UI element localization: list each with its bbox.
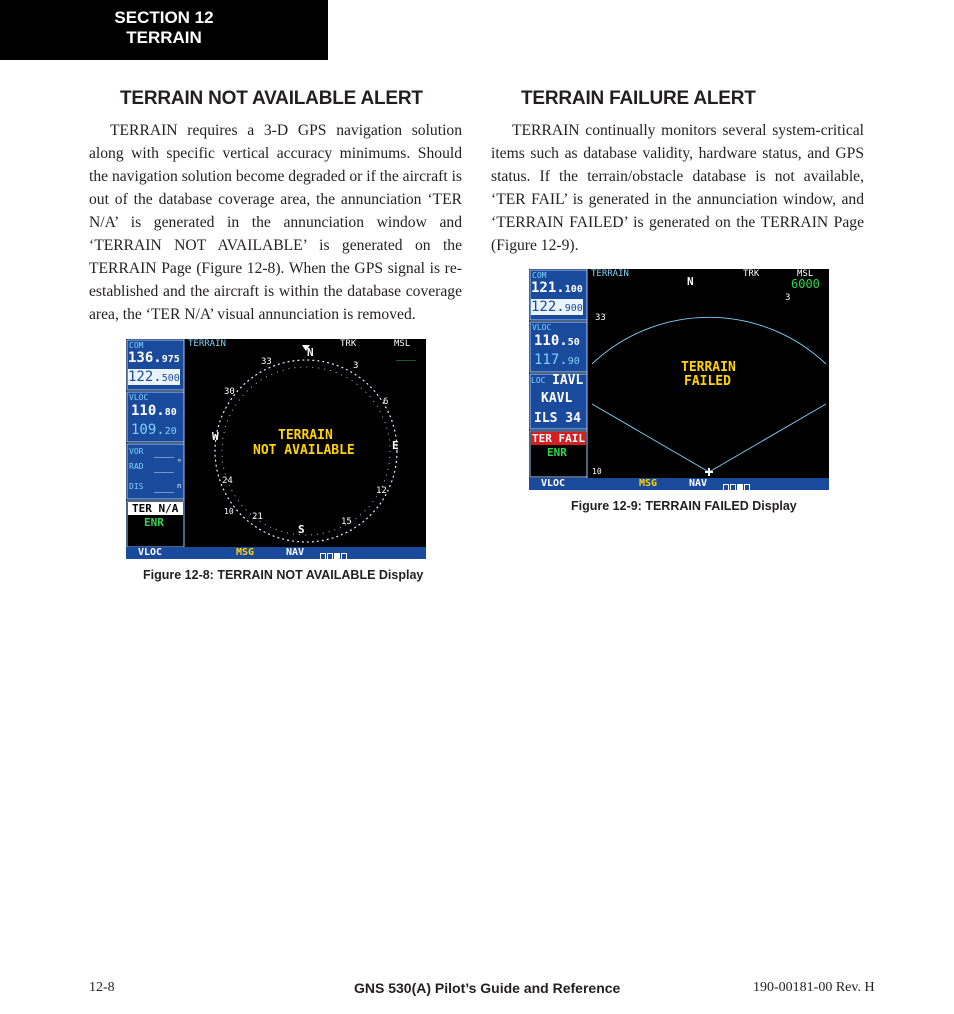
figure-terrain-failed — [529, 269, 829, 490]
failed-text: FAILED — [684, 374, 731, 389]
ter-na-annunciation: TER N/A — [132, 502, 179, 515]
loc-label: LOC — [531, 376, 546, 385]
heading-not-available: TERRAIN NOT AVAILABLE ALERT — [120, 88, 423, 109]
bar-vloc: VLOC — [541, 478, 566, 489]
section-tab — [0, 0, 328, 60]
section-number: SECTION 12 — [114, 8, 214, 27]
bar-nav: NAV — [689, 478, 708, 489]
section-title: TERRAIN — [126, 28, 202, 47]
terrain-text: TERRAIN — [681, 360, 736, 375]
compass-e: E — [392, 439, 399, 452]
compass-3: 3 — [785, 293, 791, 303]
bottom-bar — [126, 547, 426, 559]
compass-30: 30 — [224, 387, 235, 397]
loc-runway: ILS 34 — [534, 411, 581, 426]
msl-value: 6000 — [791, 277, 820, 291]
doc-number: 190-00181-00 Rev. H — [753, 980, 875, 995]
com-active: 136.975 — [128, 350, 180, 366]
dis-label: DIS — [129, 482, 144, 491]
caption-figure-12-8: Figure 12-8: TERRAIN NOT AVAILABLE Display — [143, 568, 424, 582]
compass-21: 21 — [252, 512, 263, 522]
rad-deg: ° — [177, 458, 182, 467]
page-title: TERRAIN — [188, 339, 226, 349]
bar-vloc: VLOC — [138, 547, 163, 558]
com-standby: 122.500 — [128, 369, 180, 385]
page-title: TERRAIN — [591, 269, 629, 279]
signal-bars-icon — [723, 480, 755, 488]
paragraph-failure: TERRAIN continually monitors several system-critical items such as database validity, hardware status, and GPS status. If the terrain/obstacle database is not available, ‘TER FAIL’ is generated in the annunciation window, and ‘TERRAIN FAILED’ is generated on the TERRAIN Page (Figure 12-9). — [491, 122, 864, 254]
bar-msg: MSG — [639, 478, 658, 489]
ter-fail-annunciation: TER FAIL — [532, 432, 585, 445]
msl-label: MSL — [797, 269, 814, 279]
com-label: COM — [129, 341, 144, 350]
compass-33: 33 — [595, 313, 606, 323]
aircraft-icon — [705, 468, 713, 476]
dis-dashes: ___ — [154, 480, 174, 493]
vloc-label: VLOC — [129, 393, 149, 402]
figure-terrain-not-available — [126, 339, 426, 559]
msl-label: MSL — [394, 339, 411, 349]
compass-n: N — [307, 346, 314, 359]
compass-n: N — [687, 275, 694, 288]
compass-33: 33 — [261, 357, 272, 367]
compass-15: 15 — [341, 517, 352, 527]
loc-ident: IAVL — [552, 373, 584, 388]
vor-dashes: ___ — [154, 445, 174, 458]
bar-nav: NAV — [286, 547, 305, 558]
vloc-label: VLOC — [532, 323, 552, 332]
compass-12: 12 — [376, 486, 387, 496]
compass-s: S — [298, 523, 305, 536]
bottom-bar — [529, 478, 829, 490]
bar-msg: MSG — [236, 547, 255, 558]
range-label: 10 — [224, 507, 234, 516]
compass-w: W — [212, 430, 219, 443]
enr-annunciation: ENR — [547, 446, 567, 459]
enr-annunciation: ENR — [144, 516, 164, 529]
footer-title: GNS 530(A) Pilot’s Guide and Reference — [354, 980, 621, 996]
cone-left — [592, 404, 709, 472]
loc-name: KAVL — [541, 391, 573, 406]
range-label: 10 — [592, 467, 602, 476]
vloc-standby: 109.20 — [131, 422, 177, 438]
com-label: COM — [532, 271, 547, 280]
paragraph-not-available: TERRAIN requires a 3-D GPS navigation solution along with specific vertical accuracy minimums. Should the navigation solution become degraded or if the aircraft is out of the database coverage area, the annunciation ‘TER N/A’ is generated in the annunciation window and ‘TERRAIN NOT AVAILABLE’ is generated on the TERRAIN Page (Figure 12-8). When the GPS signal is re-established and the aircraft is within the database coverage area, the ‘TER N/A’ visual annunciation is removed. — [89, 122, 462, 323]
trk-label: TRK — [743, 269, 760, 279]
compass-6: 6 — [383, 397, 389, 407]
cone-right — [709, 404, 826, 472]
compass-3: 3 — [353, 361, 359, 371]
com-standby: 122.900 — [531, 299, 583, 315]
rad-label: RAD — [129, 462, 144, 471]
com-active: 121.100 — [531, 280, 583, 296]
signal-bars-icon — [320, 549, 352, 557]
vloc-active: 110.50 — [534, 333, 580, 349]
rad-dashes: ___ — [154, 460, 174, 473]
caption-figure-12-9: Figure 12-9: TERRAIN FAILED Display — [571, 499, 797, 513]
terrain-text: TERRAIN — [278, 428, 333, 443]
compass-24: 24 — [222, 476, 233, 486]
vloc-active: 110.80 — [131, 403, 177, 419]
not-available-text: NOT AVAILABLE — [253, 443, 355, 458]
msl-value: ___ — [396, 348, 416, 361]
dis-unit: n — [177, 482, 182, 490]
heading-failure: TERRAIN FAILURE ALERT — [521, 88, 756, 109]
vor-label: VOR — [129, 447, 144, 456]
range-arc — [592, 317, 826, 364]
vloc-standby: 117.90 — [534, 352, 580, 368]
trk-label: TRK — [340, 339, 357, 349]
page-number: 12-8 — [89, 980, 115, 995]
